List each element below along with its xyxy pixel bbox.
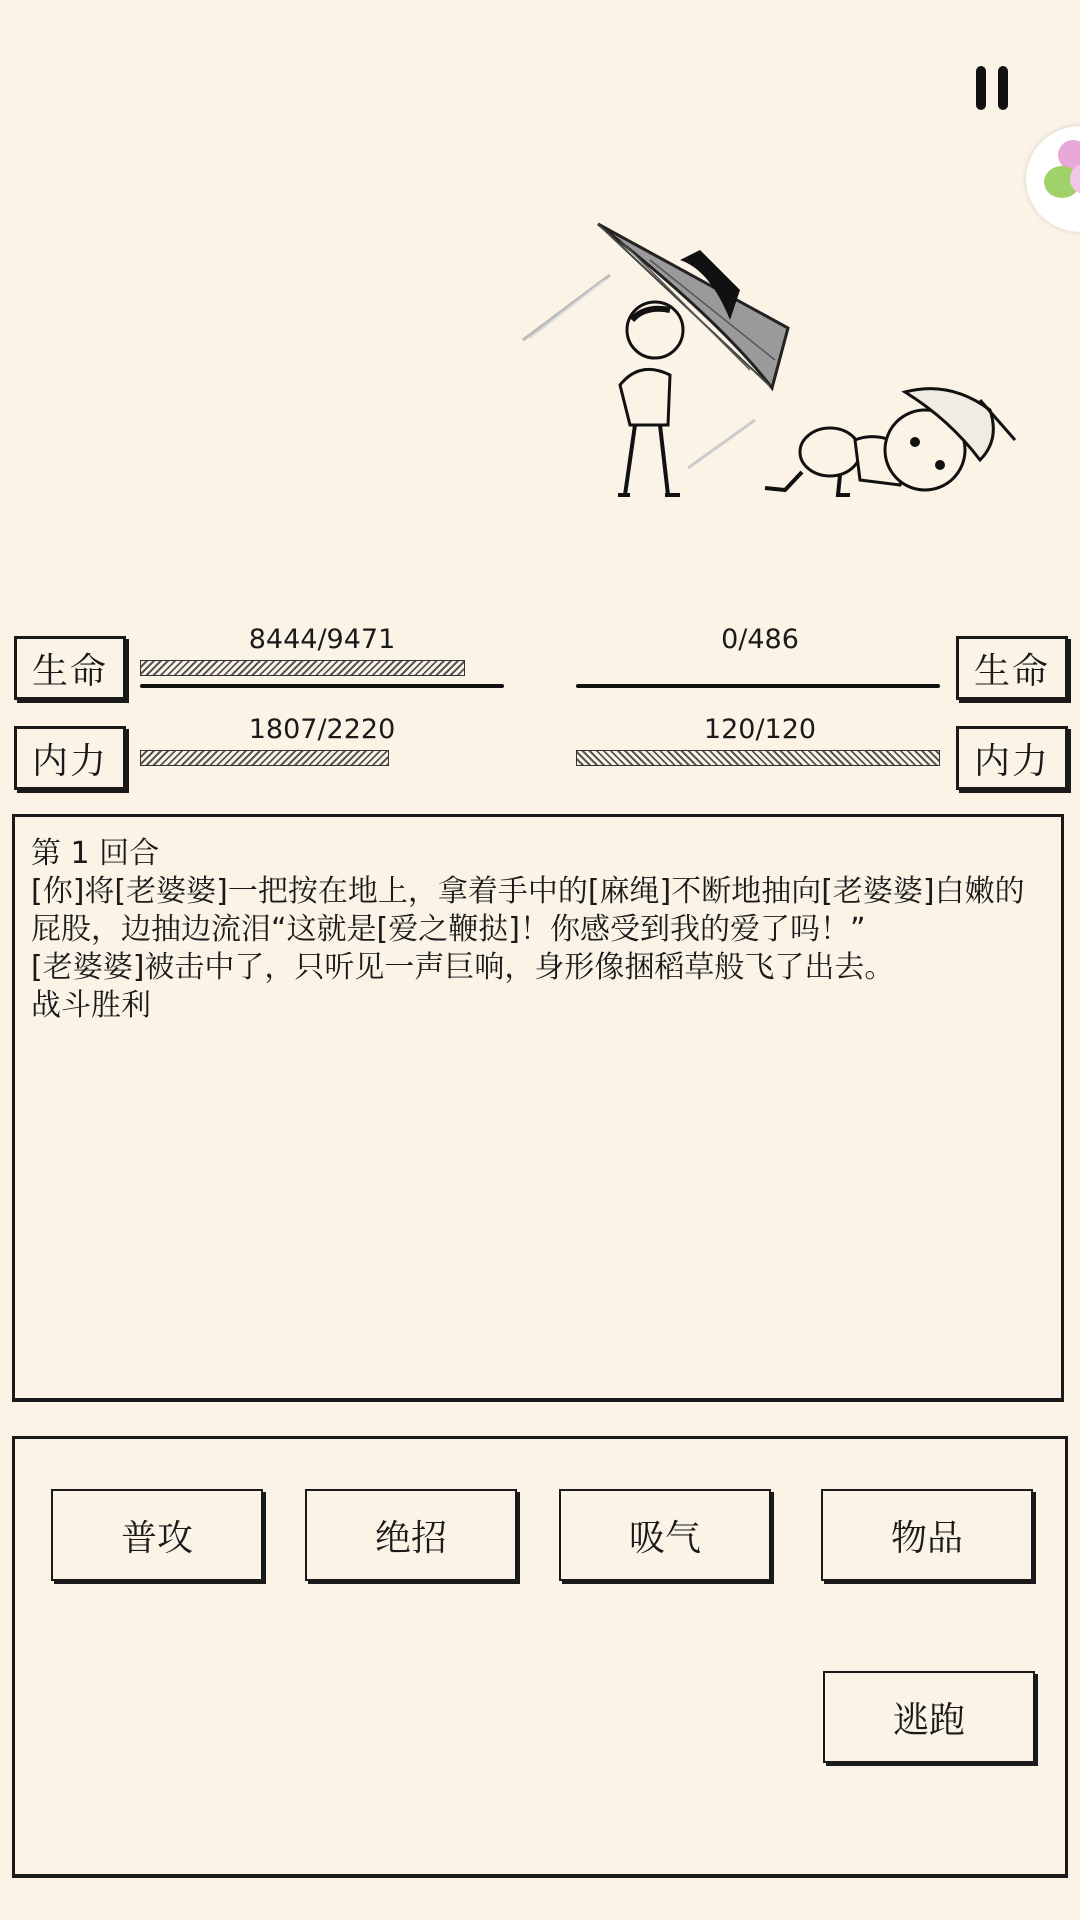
player-hp-bar-fill bbox=[140, 660, 465, 676]
enemy-hp-label: 生命 bbox=[956, 636, 1068, 700]
battle-scene-illustration bbox=[520, 210, 1040, 510]
player-hp-bar bbox=[140, 660, 504, 678]
player-mp-value: 1807/2220 bbox=[248, 714, 396, 745]
pause-icon bbox=[976, 66, 986, 110]
log-line: [你]将[老婆婆]一把按在地上，拿着手中的[麻绳]不断地抽向[老婆婆]白嫩的屁股，边抽边流泪“这就是[爱之鞭挞]！你感受到我的爱了吗！” bbox=[31, 874, 1025, 947]
enemy-mp-label: 内力 bbox=[956, 726, 1068, 790]
log-line: [老婆婆]被击中了，只听见一声巨响，身形像捆稻草般飞了出去。 bbox=[31, 950, 895, 985]
player-mp-bar bbox=[140, 750, 504, 768]
enemy-mp-value: 120/120 bbox=[703, 714, 817, 745]
umbrella-figure bbox=[598, 224, 788, 495]
log-round: 第 1 回合 bbox=[31, 836, 160, 871]
enemy-mp-bar-fill bbox=[576, 750, 940, 766]
items-button[interactable]: 物品 bbox=[821, 1489, 1033, 1581]
player-hp-label: 生命 bbox=[14, 636, 126, 700]
log-result: 战斗胜利 bbox=[31, 988, 151, 1023]
battle-log[interactable] bbox=[12, 814, 1064, 1402]
player-mp-bar-fill bbox=[140, 750, 389, 766]
enemy-hp-value: 0/486 bbox=[721, 624, 799, 655]
pause-button[interactable] bbox=[968, 66, 1016, 116]
enemy-mp-bar bbox=[576, 750, 940, 768]
old-woman-enemy bbox=[765, 389, 1015, 495]
action-panel bbox=[12, 1436, 1068, 1878]
skill-button[interactable]: 绝招 bbox=[305, 1489, 517, 1581]
player-hp-value: 8444/9471 bbox=[248, 624, 396, 655]
player-mp-label: 内力 bbox=[14, 726, 126, 790]
breathe-button[interactable]: 吸气 bbox=[559, 1489, 771, 1581]
attack-button[interactable]: 普攻 bbox=[51, 1489, 263, 1581]
enemy-hp-bar bbox=[576, 660, 940, 678]
flee-button[interactable]: 逃跑 bbox=[823, 1671, 1035, 1763]
